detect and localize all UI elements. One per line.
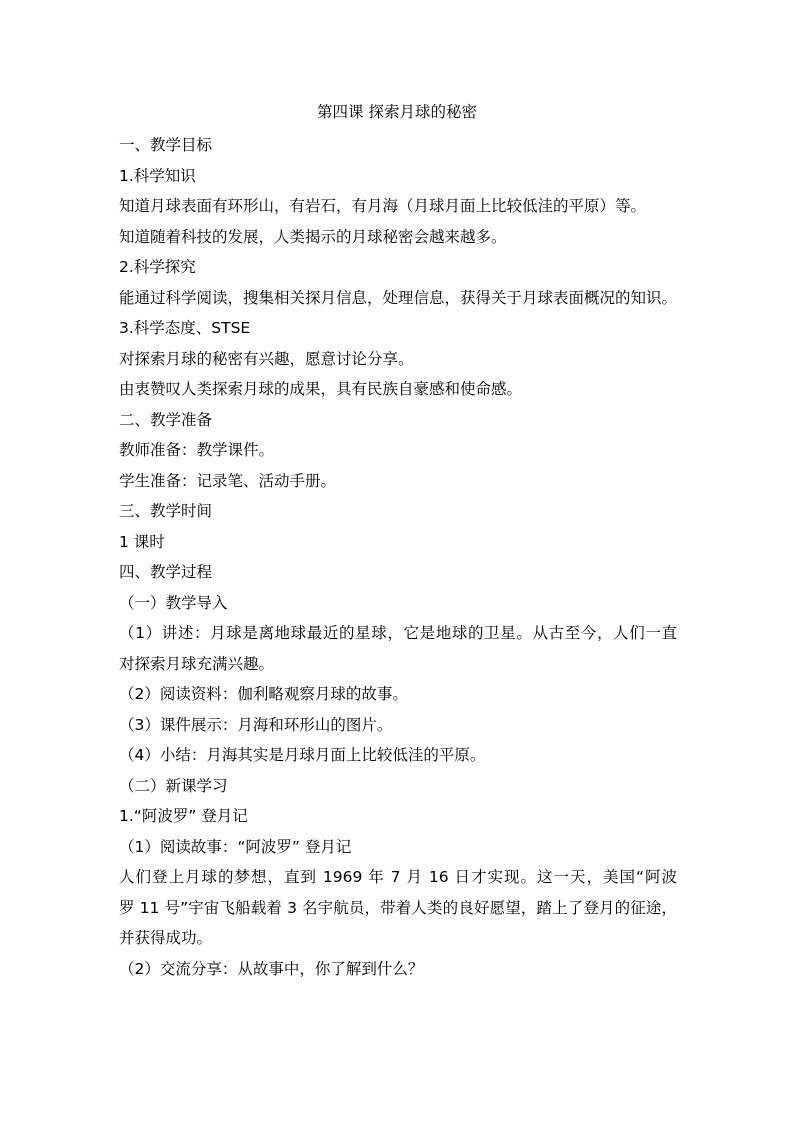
document-body [119,130,677,984]
paragraph-line: （4）小结：月海其实是月球月面上比较低洼的平原。 [119,746,486,764]
subheading-apollo: 1.“阿波罗” 登月记 [119,807,248,825]
paragraph-line: 由衷赞叹人类探索月球的成果，具有民族自豪感和使命感。 [119,380,523,398]
subheading-introduction: （一）教学导入 [119,593,228,612]
paragraph-line: （2）阅读资料：伽利略观察月球的故事。 [119,685,408,703]
subheading-science-inquiry: 2.科学探究 [119,258,196,276]
paragraph-line: （1）讲述：月球是离地球最近的星球，它是地球的卫星。从古至今，人们一直 [119,624,677,642]
paragraph-line: （1）阅读故事：“阿波罗” 登月记 [119,837,352,856]
subheading-science-attitude: 3.科学态度、STSE [119,319,251,337]
paragraph-line: 知道月球表面有环形山，有岩石，有月海（月球月面上比较低洼的平原）等。 [119,197,647,215]
subheading-science-knowledge: 1.科学知识 [119,166,196,185]
paragraph-line: 并获得成功。 [119,929,213,947]
subheading-new-lesson: （二）新课学习 [119,776,228,795]
section-heading-objectives: 一、教学目标 [119,136,213,154]
paragraph-line: 能通过科学阅读，搜集相关探月信息，处理信息，获得关于月球表面概况的知识。 [119,288,678,307]
section-heading-time: 三、教学时间 [119,502,213,520]
paragraph-line: 1 课时 [119,532,165,551]
paragraph-line: （2）交流分享：从故事中，你了解到什么？ [119,959,424,978]
paragraph-line: 学生准备：记录笔、活动手册。 [119,471,337,490]
section-heading-preparation: 二、教学准备 [119,410,213,429]
section-heading-process: 四、教学过程 [119,563,213,581]
paragraph-line: 人们登上月球的梦想，直到 1969 年 7 月 16 日才实现。这一天，美国“阿波 [119,868,677,886]
page-title: 第四课 探索月球的秘密 [317,103,477,121]
paragraph-line: 教师准备：教学课件。 [119,441,275,459]
paragraph-line: 对探索月球充满兴趣。 [119,654,275,673]
paragraph-line: 罗 11 号”宇宙飞船载着 3 名宇航员，带着人类的良好愿望，踏上了登月的征途， [119,898,677,917]
paragraph-line: （3）课件展示：月海和环形山的图片。 [119,715,393,734]
paragraph-line: 知道随着科技的发展，人类揭示的月球秘密会越来越多。 [119,227,507,246]
paragraph-line: 对探索月球的秘密有兴趣，愿意讨论分享。 [119,349,414,368]
